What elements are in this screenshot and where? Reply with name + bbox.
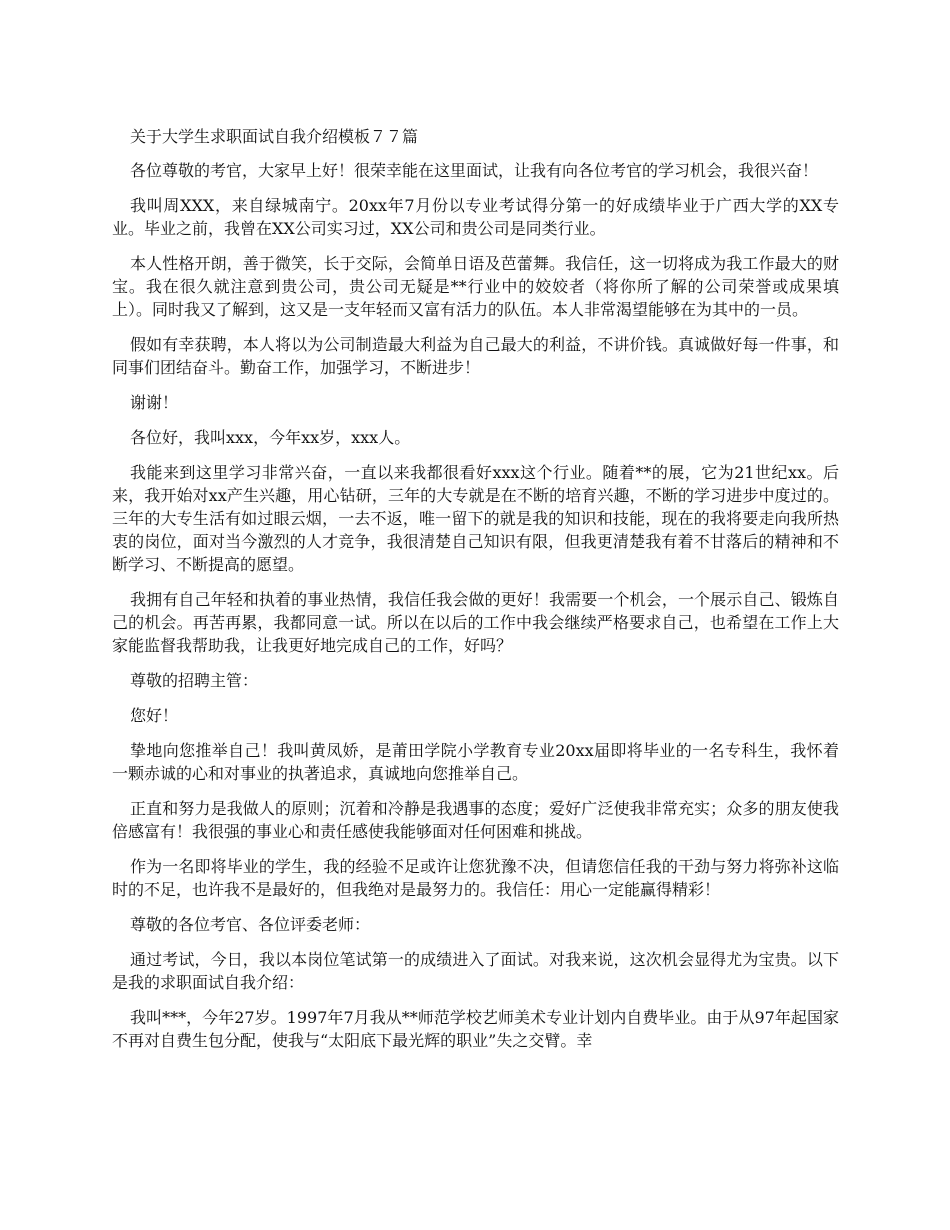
paragraph-enthusiasm: 我拥有自己年轻和执着的事业热情，我信任我会做的更好！我需要一个机会，一个展示自己、锻炼自己的机会。再苦再累，我都同意一试。所以在以后的工作中我会继续严格要求自己，也希望在工作上大家能监督我帮助我，让我更好地完成自己的工作，好吗？ [112,590,839,655]
paragraph-self-recommendation: 挚地向您推举自己！我叫黄凤娇，是莆田学院小学教育专业20xx届即将毕业的一名专科生，我怀着一颗赤诚的心和对事业的执著追求，真诚地向您推举自己。 [112,741,839,783]
paragraph-thanks: 谢谢！ [130,393,179,412]
paragraph-background: 我叫***，今年27岁。1997年7月我从**师范学校艺师美术专业计划内自费毕业。由于从97年起国家不再对自费生包分配，使我与“太阳底下最光辉的职业”失之交臂。幸 [112,1008,839,1050]
paragraph-hello: 您好！ [130,706,179,725]
paragraph-commitment: 假如有幸获聘，本人将以为公司制造最大利益为自己最大的利益，不讲价钱。真诚做好每一件事，和同事们团结奋斗。勤奋工作，加强学习，不断进步！ [112,335,839,377]
paragraph-salutation-2: 尊敬的各位考官、各位评委老师： [130,915,371,934]
document-title: 关于大学生求职面试自我介绍模板７７篇 [130,127,419,146]
paragraph-personality: 本人性格开朗，善于微笑，长于交际，会简单日语及芭蕾舞。我信任，这一切将成为我工作最大的财宝。我在很久就注意到贵公司，贵公司无疑是**行业中的姣姣者（将你所了解的公司荣誉或成果填上）。同时我又了解到，这又是一支年轻而又富有活力的队伍。本人非常渴望能够在为其中的一员。 [112,254,839,319]
paragraph-intro-name: 我叫周XXX，来自绿城南宁。20xx年7月份以专业考试得分第一的好成绩毕业于广西大学的XX专业。毕业之前，我曾在XX公司实习过，XX公司和贵公司是同类行业。 [112,196,839,238]
paragraph-greeting-2: 各位好，我叫xxx，今年xx岁，xxx人。 [130,428,411,447]
paragraph-study-experience: 我能来到这里学习非常兴奋，一直以来我都很看好xxx这个行业。随着**的展，它为21世纪xx。后来，我开始对xx产生兴趣，用心钻研，三年的大专就是在不断的培育兴趣，不断的学习进步中度过的。三年的大专生活有如过眼云烟，一去不返，唯一留下的就是我的知识和技能，现在的我将要走向我所热衷的岗位，面对当今激烈的人才竞争，我很清楚自己知识有限，但我更清楚我有着不甘落后的精神和不断学习、不断提高的愿望。 [112,463,839,574]
document-page [112,125,839,1064]
paragraph-salutation: 尊敬的招聘主管： [130,671,259,690]
paragraph-effort: 作为一名即将毕业的学生，我的经验不足或许让您犹豫不决，但请您信任我的干劲与努力将弥补这临时的不足，也许我不是最好的，但我绝对是最努力的。我信任：用心一定能赢得精彩！ [112,857,839,899]
paragraph-greeting: 各位尊敬的考官，大家早上好！很荣幸能在这里面试，让我有向各位考官的学习机会，我很兴奋！ [130,161,819,180]
paragraph-principles: 正直和努力是我做人的原则；沉着和冷静是我遇事的态度；爱好广泛使我非常充实；众多的朋友使我倍感富有！我很强的事业心和责任感使我能够面对任何困难和挑战。 [112,799,839,841]
paragraph-exam-result: 通过考试，今日，我以本岗位笔试第一的成绩进入了面试。对我来说，这次机会显得尤为宝贵。以下是我的求职面试自我介绍： [112,950,839,992]
